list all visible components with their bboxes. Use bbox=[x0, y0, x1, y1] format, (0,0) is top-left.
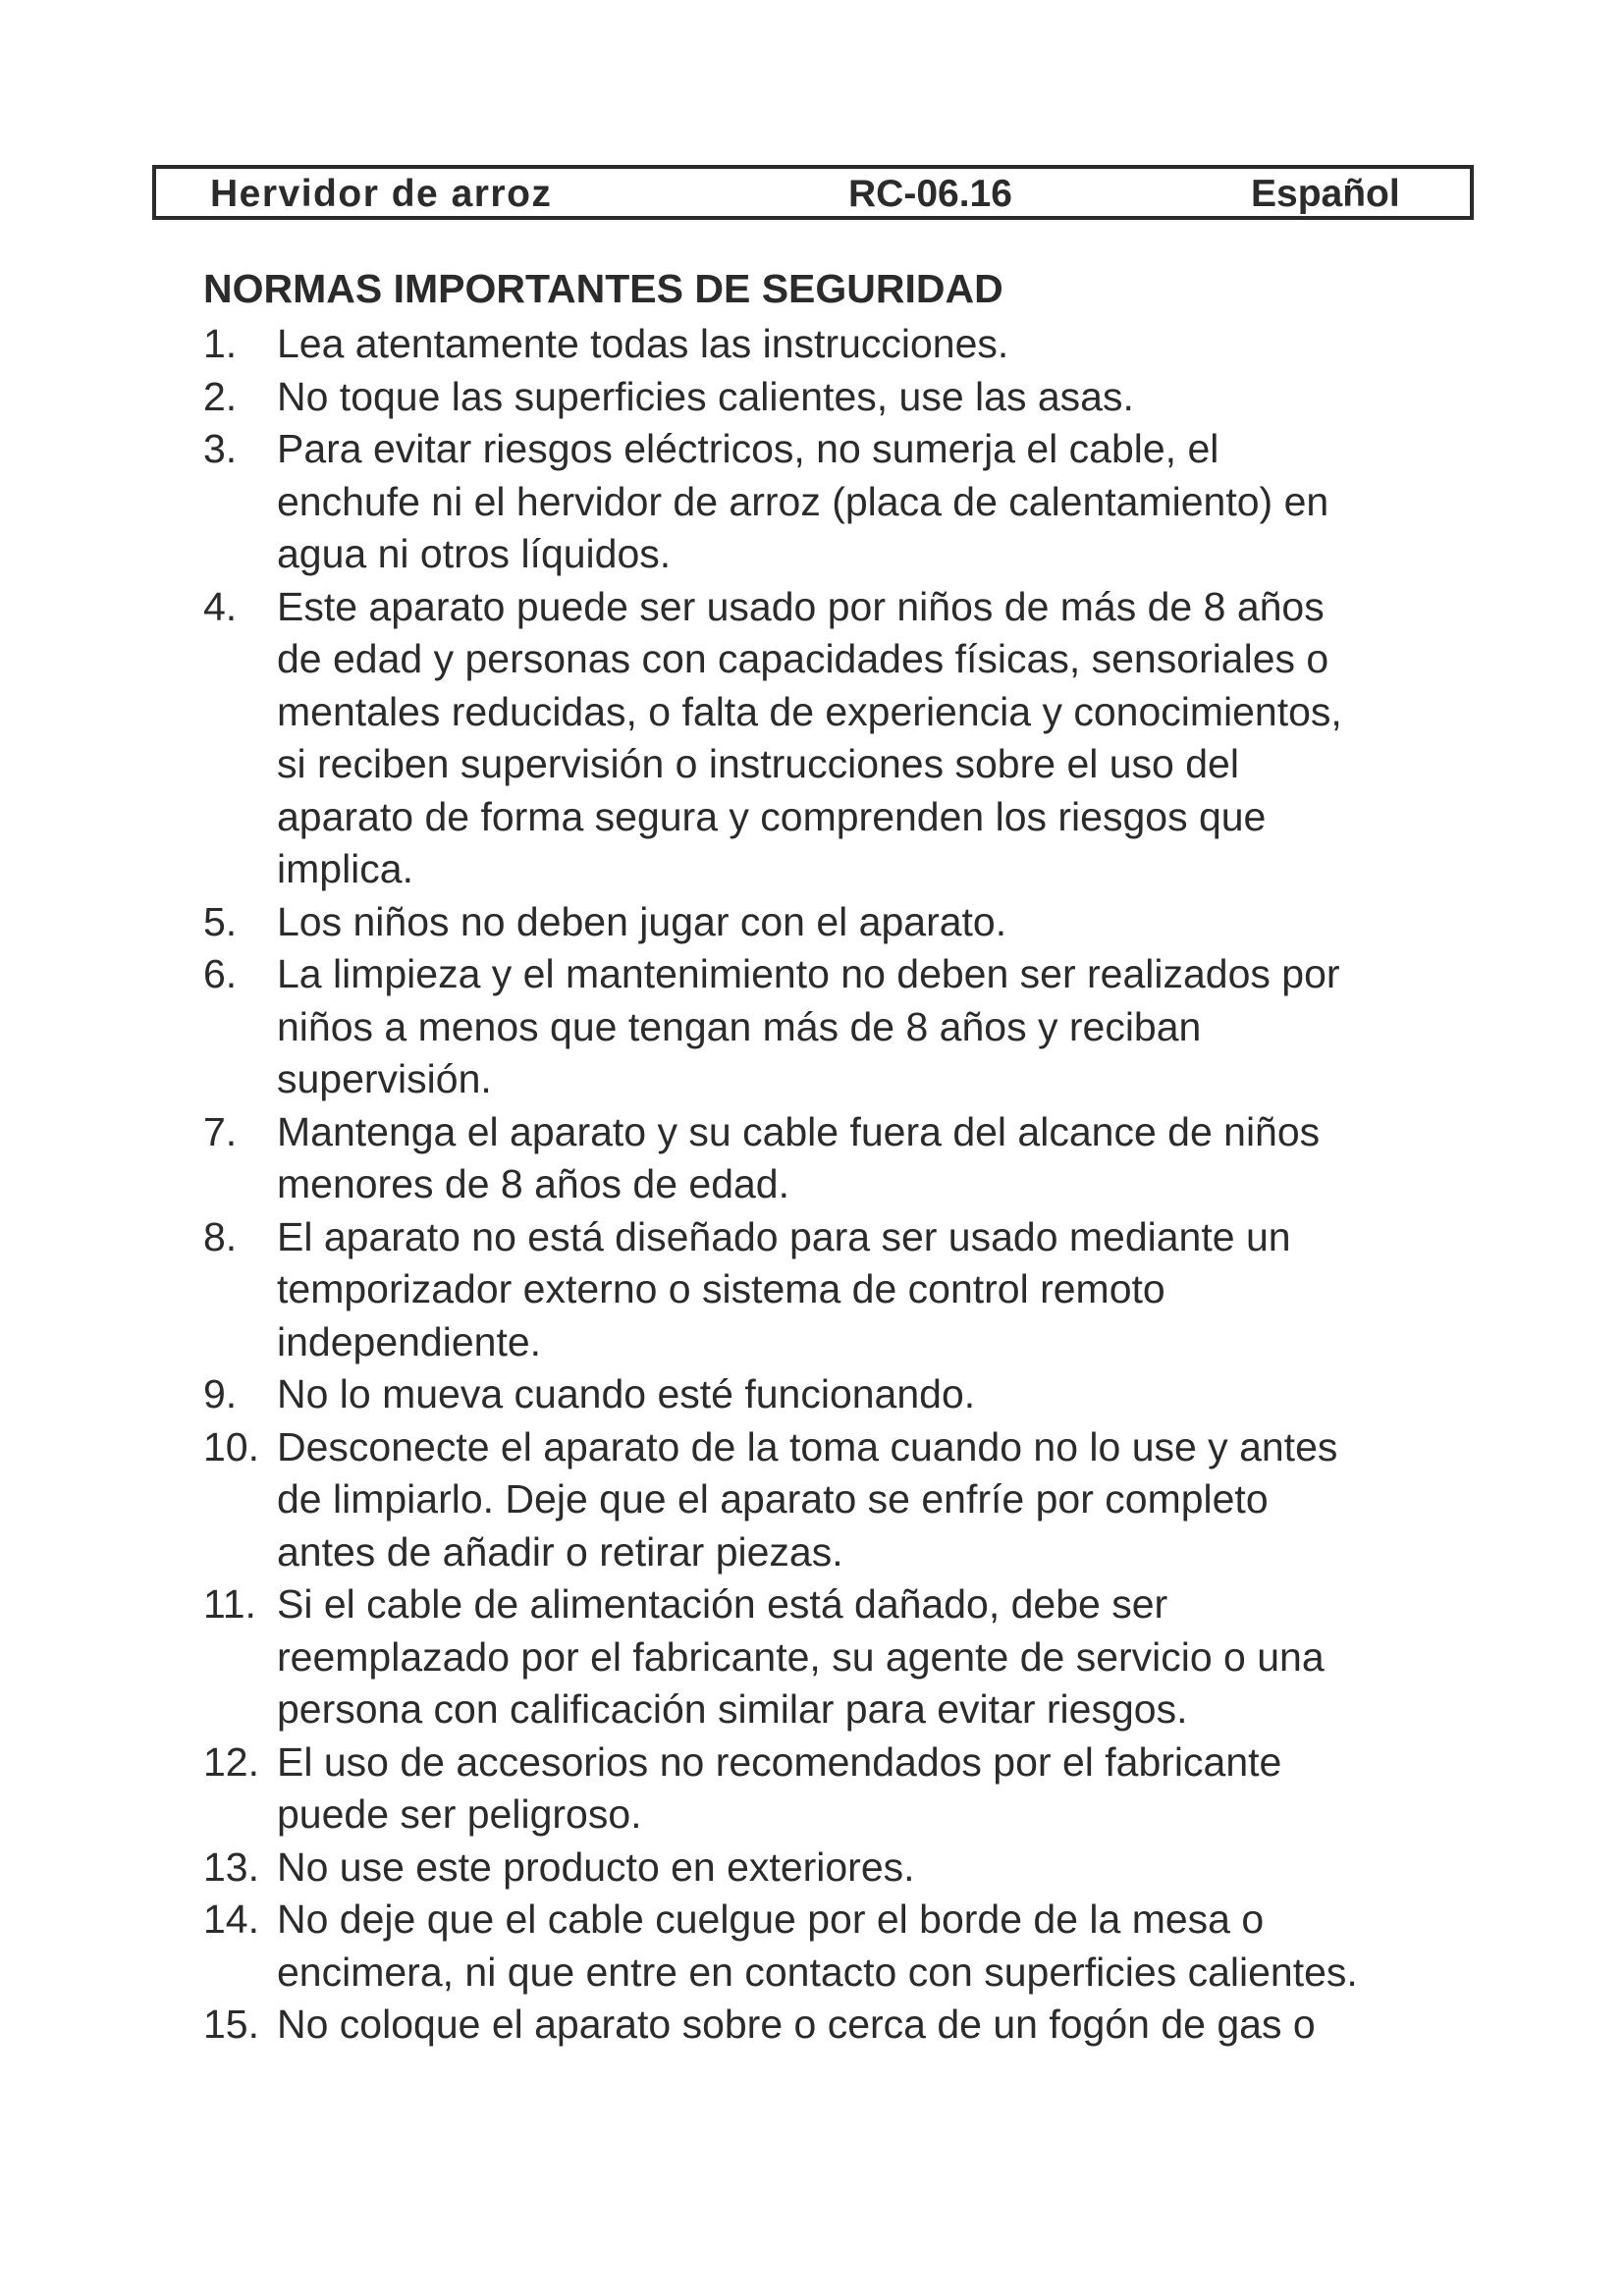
safety-rules-list bbox=[203, 318, 1480, 2052]
rule-number: 11. bbox=[203, 1581, 256, 1627]
safety-rule bbox=[203, 948, 1480, 1106]
rule-number: 7. bbox=[203, 1108, 238, 1154]
safety-rule bbox=[203, 423, 1480, 581]
rule-text-line: temporizador externo o sistema de control remoto bbox=[277, 1266, 1165, 1311]
rule-text bbox=[277, 1999, 1475, 2052]
rule-text-line: Desconecte el aparato de la toma cuando no lo use y antes bbox=[277, 1423, 1338, 1469]
rule-text-line: No coloque el aparato sobre o cerca de un fogón de gas o bbox=[277, 2002, 1316, 2047]
safety-rule bbox=[203, 318, 1480, 371]
rule-text bbox=[277, 371, 1475, 424]
rule-text bbox=[277, 1368, 1475, 1421]
rule-text-line: No toque las superficies calientes, use las asas. bbox=[277, 373, 1134, 419]
rule-number: 10. bbox=[203, 1423, 259, 1469]
rule-number: 3. bbox=[203, 426, 238, 471]
rule-text bbox=[277, 1736, 1475, 1842]
rule-text bbox=[277, 1842, 1475, 1895]
rule-text bbox=[277, 896, 1475, 949]
rule-number: 5. bbox=[203, 898, 238, 944]
safety-rule bbox=[203, 1578, 1480, 1736]
rule-text-line: independiente. bbox=[277, 1318, 542, 1364]
rule-text-line: puede ser peligroso. bbox=[277, 1791, 642, 1837]
rule-text bbox=[277, 581, 1475, 896]
rule-text-line: reemplazado por el fabricante, su agente de servicio o una bbox=[277, 1633, 1325, 1680]
rule-number: 8. bbox=[203, 1213, 238, 1259]
rule-text bbox=[277, 318, 1475, 371]
rule-text-line: Los niños no deben jugar con el aparato. bbox=[277, 898, 1007, 944]
rule-number: 14. bbox=[203, 1896, 259, 1942]
safety-rule bbox=[203, 896, 1480, 949]
rule-text bbox=[277, 1421, 1475, 1579]
rule-text-line: El uso de accesorios no recomendados por el fabricante bbox=[277, 1738, 1282, 1785]
rule-text-line: menores de 8 años de edad. bbox=[277, 1161, 789, 1206]
rule-text-line: implica. bbox=[277, 846, 413, 891]
rule-text-line: supervisión. bbox=[277, 1056, 492, 1101]
rule-text-line: de limpiarlo. Deje que el aparato se enfríe por completo bbox=[277, 1476, 1269, 1522]
rule-text-line: El aparato no está diseñado para ser usado mediante un bbox=[277, 1213, 1291, 1259]
rule-text-line: No use este producto en exteriores. bbox=[277, 1843, 915, 1890]
rule-text-line: si reciben supervisión o instrucciones sobre el uso del bbox=[277, 741, 1239, 786]
rule-number: 2. bbox=[203, 373, 238, 419]
rule-number: 13. bbox=[203, 1843, 259, 1890]
rule-text-line: Si el cable de alimentación está dañado, debe ser bbox=[277, 1581, 1168, 1627]
rule-text-line: enchufe ni el hervidor de arroz (placa de calentamiento) en bbox=[277, 478, 1329, 524]
safety-rule bbox=[203, 1736, 1480, 1842]
rule-number: 4. bbox=[203, 583, 238, 629]
rule-text bbox=[277, 1106, 1475, 1211]
safety-rule bbox=[203, 1211, 1480, 1369]
rule-number: 6. bbox=[203, 951, 238, 996]
rule-number: 15. bbox=[203, 2002, 259, 2047]
document-header bbox=[152, 165, 1474, 220]
rule-text-line: niños a menos que tengan más de 8 años y reciban bbox=[277, 1003, 1202, 1049]
safety-rule bbox=[203, 371, 1480, 424]
model-number: RC-06.16 bbox=[848, 173, 1012, 215]
rule-text-line: de edad y personas con capacidades físicas, sensoriales o bbox=[277, 636, 1329, 681]
rule-text-line: No lo mueva cuando esté funcionando. bbox=[277, 1371, 976, 1416]
safety-rule bbox=[203, 1894, 1480, 1999]
rule-number: 9. bbox=[203, 1371, 238, 1416]
rule-text-line: Lea atentamente todas las instrucciones. bbox=[277, 321, 1009, 366]
rule-text-line: Este aparato puede ser usado por niños de más de 8 años bbox=[277, 583, 1325, 629]
safety-rule bbox=[203, 1842, 1480, 1895]
rule-text-line: agua ni otros líquidos. bbox=[277, 531, 672, 576]
rule-text-line: Para evitar riesgos eléctricos, no sumerja el cable, el bbox=[277, 426, 1219, 471]
rule-text bbox=[277, 1211, 1475, 1369]
language-label: Español bbox=[1251, 173, 1400, 215]
rule-number: 1. bbox=[203, 321, 238, 366]
section-title: NORMAS IMPORTANTES DE SEGURIDAD bbox=[203, 266, 1003, 311]
product-name: Hervidor de arroz bbox=[210, 173, 553, 215]
rule-text-line: La limpieza y el mantenimiento no deben ser realizados por bbox=[277, 951, 1340, 996]
safety-rule bbox=[203, 1106, 1480, 1211]
rule-text-line: aparato de forma segura y comprenden los riesgos que bbox=[277, 793, 1267, 839]
rule-text-line: antes de añadir o retirar piezas. bbox=[277, 1528, 843, 1575]
rule-text bbox=[277, 1578, 1475, 1736]
rule-text-line: persona con calificación similar para evitar riesgos. bbox=[277, 1686, 1188, 1732]
rule-text-line: mentales reducidas, o falta de experiencia y conocimientos, bbox=[277, 688, 1342, 734]
rule-text bbox=[277, 1894, 1475, 1999]
rule-text bbox=[277, 948, 1475, 1106]
safety-rule bbox=[203, 1368, 1480, 1421]
rule-text bbox=[277, 423, 1475, 581]
rule-text-line: No deje que el cable cuelgue por el borde de la mesa o bbox=[277, 1896, 1265, 1942]
safety-rule bbox=[203, 581, 1480, 896]
rule-text-line: encimera, ni que entre en contacto con superficies calientes. bbox=[277, 1949, 1358, 1995]
rule-text-line: Mantenga el aparato y su cable fuera del alcance de niños bbox=[277, 1108, 1321, 1154]
safety-rule bbox=[203, 1421, 1480, 1579]
safety-rule bbox=[203, 1999, 1480, 2052]
rule-number: 12. bbox=[203, 1738, 259, 1785]
